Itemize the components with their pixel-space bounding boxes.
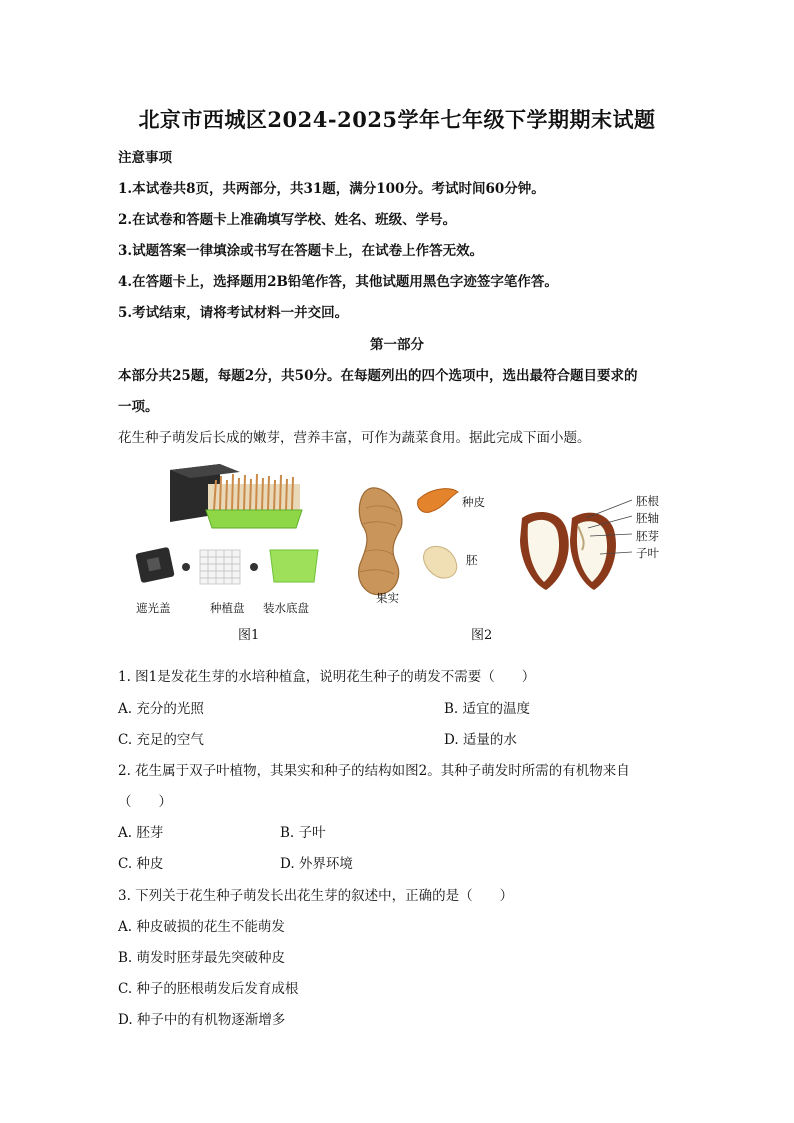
part-heading: 第一部分 bbox=[370, 337, 424, 353]
question-2-stem-cont: （ ） bbox=[118, 794, 172, 810]
notice-item: 5.考试结束，请将考试材料一并交回。 bbox=[118, 305, 349, 321]
figure1-image bbox=[128, 458, 328, 598]
label-water-base: 装水底盘 bbox=[263, 601, 309, 615]
notice-heading: 注意事项 bbox=[118, 150, 172, 166]
q2-option-d: D. 外界环境 bbox=[280, 856, 353, 872]
q1-option-b: B. 适宜的温度 bbox=[444, 701, 531, 717]
notice-item: 1.本试卷共8页，共两部分，共31题，满分100分。考试时间60分钟。 bbox=[118, 181, 545, 197]
page-title: 北京市西城区2024-2025学年七年级下学期期末试题 bbox=[138, 107, 656, 132]
scenario-intro: 花生种子萌发后长成的嫩芽，营养丰富，可作为蔬菜食用。据此完成下面小题。 bbox=[118, 430, 591, 446]
part-instruction: 本部分共25题，每题2分，共50分。在每题列出的四个选项中，选出最符合题目要求的 bbox=[118, 368, 638, 384]
figure2-image bbox=[350, 478, 650, 608]
question-1-stem: 1. 图1是发花生芽的水培种植盒，说明花生种子的萌发不需要（ ） bbox=[118, 669, 536, 685]
label-hypocotyl: 胚轴 bbox=[636, 511, 659, 525]
question-3-stem: 3. 下列关于花生种子萌发长出花生芽的叙述中，正确的是（ ） bbox=[118, 888, 514, 904]
q2-option-b: B. 子叶 bbox=[280, 825, 326, 841]
label-plumule: 胚芽 bbox=[636, 529, 659, 543]
figure2-caption: 图2 bbox=[471, 628, 493, 643]
label-seed-coat: 种皮 bbox=[462, 495, 485, 509]
question-2-stem: 2. 花生属于双子叶植物，其果实和种子的结构如图2。其种子萌发时所需的有机物来自 bbox=[118, 763, 630, 779]
notice-item: 4.在答题卡上，选择题用2B铅笔作答，其他试题用黑色字迹签字笔作答。 bbox=[118, 274, 558, 290]
q1-option-c: C. 充足的空气 bbox=[118, 732, 204, 748]
label-embryo: 胚 bbox=[466, 553, 478, 567]
label-tray: 种植盘 bbox=[210, 601, 245, 615]
label-cover: 遮光盖 bbox=[136, 601, 171, 615]
peanut-shell bbox=[359, 488, 402, 595]
label-radicle: 胚根 bbox=[636, 494, 659, 508]
q3-option-d: D. 种子中的有机物逐渐增多 bbox=[118, 1012, 286, 1028]
q3-option-c: C. 种子的胚根萌发后发育成根 bbox=[118, 981, 299, 997]
label-cotyledon: 子叶 bbox=[636, 546, 659, 560]
q3-option-b: B. 萌发时胚芽最先突破种皮 bbox=[118, 950, 286, 966]
notice-item: 2.在试卷和答题卡上准确填写学校、姓名、班级、学号。 bbox=[118, 212, 457, 228]
q2-option-c: C. 种皮 bbox=[118, 856, 164, 872]
part-instruction-cont: 一项。 bbox=[118, 399, 159, 415]
figure1-caption: 图1 bbox=[238, 628, 260, 643]
q2-option-a: A. 胚芽 bbox=[118, 825, 164, 841]
q3-option-a: A. 种皮破损的花生不能萌发 bbox=[118, 919, 285, 935]
q1-option-a: A. 充分的光照 bbox=[118, 701, 204, 717]
notice-item: 3.试题答案一律填涂或书写在答题卡上，在试卷上作答无效。 bbox=[118, 243, 484, 259]
label-fruit: 果实 bbox=[376, 591, 399, 605]
q1-option-d: D. 适量的水 bbox=[444, 732, 517, 748]
